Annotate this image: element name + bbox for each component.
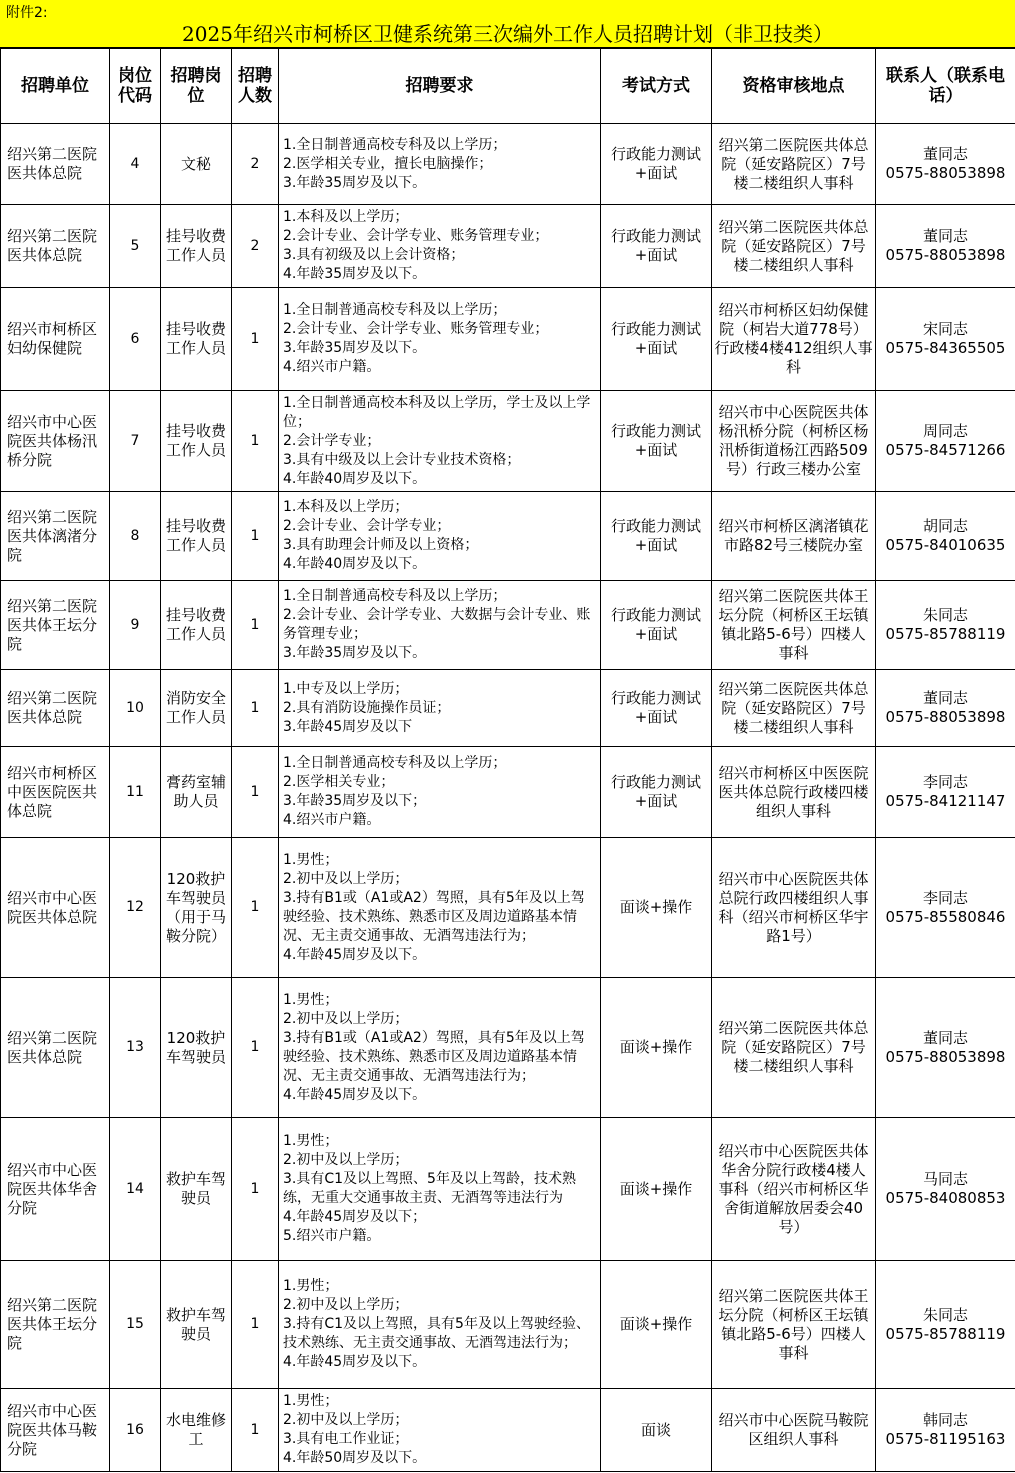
contact-name: 韩同志 [922, 1411, 968, 1429]
cell-requirements [279, 205, 601, 288]
requirement-line: 1.本科及以上学历； [283, 209, 409, 225]
cell-code: 11 [110, 747, 161, 838]
cell-contact [876, 1389, 1015, 1472]
requirement-line: 4.绍兴市户籍。 [283, 359, 381, 375]
table-row [1, 670, 1015, 747]
col-header-requirements: 招聘要求 [279, 49, 601, 124]
requirement-line: 2.具有消防设施操作员证； [283, 699, 451, 716]
cell-post: 消防安全工作人员 [161, 670, 232, 747]
contact-phone: 0575-85788119 [885, 625, 1006, 643]
contact-phone: 0575-85788119 [885, 1324, 1006, 1343]
cell-contact [876, 205, 1015, 288]
cell-place: 绍兴第二医院医共体王坛分院（柯桥区王坛镇镇北路5-6号）四楼人事科 [712, 581, 876, 670]
cell-exam: 行政能力测试+面试 [601, 492, 712, 581]
cell-post: 120救护车驾驶员 [161, 978, 232, 1118]
cell-contact [876, 581, 1015, 670]
cell-contact [876, 391, 1015, 492]
cell-contact [876, 1118, 1015, 1261]
table-row [1, 1118, 1015, 1261]
cell-exam: 行政能力测试+面试 [601, 124, 712, 205]
page-title: 2025年绍兴市柯桥区卫健系统第三次编外工作人员招聘计划（非卫技类） [182, 22, 833, 46]
contact-name: 董同志 [922, 227, 968, 245]
requirement-line: 4.年龄40周岁及以下。 [283, 470, 427, 487]
cell-code: 8 [110, 492, 161, 581]
requirement-line: 1.男性； [283, 1278, 339, 1294]
requirement-line: 3.年龄35周岁及以下。 [283, 645, 427, 661]
table-row [1, 124, 1015, 205]
col-header-exam: 考试方式 [601, 49, 712, 124]
cell-requirements [279, 978, 601, 1118]
cell-exam: 面谈+操作 [601, 1261, 712, 1389]
cell-exam: 面谈+操作 [601, 1118, 712, 1261]
requirement-line: 1.男性； [283, 1393, 339, 1409]
requirement-line: 2.医学相关专业，擅长电脑操作； [283, 155, 493, 172]
cell-count: 1 [232, 838, 279, 978]
col-header-unit: 招聘单位 [1, 49, 110, 124]
requirement-line: 1.全日制普通高校专科及以上学历； [283, 302, 507, 318]
cell-code: 5 [110, 205, 161, 288]
contact-phone: 0575-88053898 [885, 164, 1006, 182]
cell-requirements [279, 124, 601, 205]
cell-code: 12 [110, 838, 161, 978]
cell-count: 1 [232, 581, 279, 670]
col-header-count: 招聘人数 [232, 49, 279, 124]
cell-unit: 绍兴第二医院医共体总院 [1, 978, 110, 1118]
cell-place: 绍兴市中心医院医共体总院行政四楼组织人事科（绍兴市柯桥区华宇路1号） [712, 838, 876, 978]
col-header-post: 招聘岗位 [161, 49, 232, 124]
table-row [1, 288, 1015, 391]
requirement-line: 1.男性； [283, 991, 339, 1008]
cell-place: 绍兴市柯桥区妇幼保健院（柯岩大道778号）行政楼4楼412组织人事科 [712, 288, 876, 391]
cell-place: 绍兴第二医院医共体王坛分院（柯桥区王坛镇镇北路5-6号）四楼人事科 [712, 1261, 876, 1389]
contact-name: 李同志 [922, 773, 968, 791]
requirement-line: 3.具有C1及以上驾照、5年及以上驾龄，技术熟练，无重大交通事故主责、无酒驾等违法行为 [283, 1171, 576, 1206]
cell-post: 水电维修工 [161, 1389, 232, 1472]
cell-code: 15 [110, 1261, 161, 1389]
requirement-line: 3.年龄35周岁及以下。 [283, 340, 427, 356]
cell-post: 膏药室辅助人员 [161, 747, 232, 838]
cell-place: 绍兴市中心医院马鞍院区组织人事科 [712, 1389, 876, 1472]
cell-code: 7 [110, 391, 161, 492]
cell-code: 14 [110, 1118, 161, 1261]
contact-phone: 0575-84010635 [885, 536, 1006, 554]
cell-post: 挂号收费工作人员 [161, 391, 232, 492]
requirement-line: 2.初中及以上学历； [283, 1297, 409, 1313]
contact-phone: 0575-88053898 [885, 1047, 1006, 1066]
requirement-line: 1.全日制普通高校专科及以上学历； [283, 588, 507, 604]
cell-unit: 绍兴第二医院医共体王坛分院 [1, 1261, 110, 1389]
cell-unit: 绍兴第二医院医共体总院 [1, 124, 110, 205]
cell-place: 绍兴市中心医院医共体杨汛桥分院（柯桥区杨汛桥街道杨江西路509号）行政三楼办公室 [712, 391, 876, 492]
cell-count: 1 [232, 1261, 279, 1389]
cell-exam: 行政能力测试+面试 [601, 391, 712, 492]
cell-contact [876, 747, 1015, 838]
cell-requirements [279, 1389, 601, 1472]
contact-name: 朱同志 [922, 606, 968, 624]
cell-place: 绍兴第二医院医共体总院（延安路院区）7号楼二楼组织人事科 [712, 670, 876, 747]
table-row [1, 492, 1015, 581]
contact-name: 马同志 [922, 1170, 968, 1188]
cell-unit: 绍兴第二医院医共体王坛分院 [1, 581, 110, 670]
table-header-row [1, 49, 1015, 124]
contact-name: 朱同志 [922, 1305, 968, 1324]
cell-unit: 绍兴第二医院医共体总院 [1, 670, 110, 747]
recruitment-table [0, 48, 1015, 1472]
requirement-line: 4.绍兴市户籍。 [283, 812, 381, 828]
cell-count: 1 [232, 747, 279, 838]
cell-code: 9 [110, 581, 161, 670]
contact-name: 周同志 [922, 422, 968, 440]
cell-exam: 行政能力测试+面试 [601, 288, 712, 391]
requirement-line: 1.全日制普通高校本科及以上学历，学士及以上学位； [283, 394, 591, 430]
requirement-line: 1.男性； [283, 1133, 339, 1149]
requirement-line: 2.初中及以上学历； [283, 1412, 409, 1428]
cell-exam: 行政能力测试+面试 [601, 747, 712, 838]
cell-post: 文秘 [161, 124, 232, 205]
title-banner [0, 0, 1015, 48]
contact-phone: 0575-85580846 [885, 907, 1006, 926]
cell-code: 6 [110, 288, 161, 391]
cell-place: 绍兴第二医院医共体总院（延安路院区）7号楼二楼组织人事科 [712, 205, 876, 288]
cell-exam: 面谈+操作 [601, 978, 712, 1118]
cell-requirements [279, 838, 601, 978]
cell-exam: 面谈+操作 [601, 838, 712, 978]
requirement-line: 2.会计学专业； [283, 432, 381, 449]
requirement-line: 4.年龄35周岁及以下。 [283, 266, 427, 282]
requirement-line: 4.年龄45周岁及以下。 [283, 946, 427, 963]
table-body [1, 124, 1015, 1472]
cell-count: 2 [232, 205, 279, 288]
contact-phone: 0575-88053898 [885, 246, 1006, 264]
col-header-place: 资格审核地点 [712, 49, 876, 124]
requirement-line: 3.持有C1及以上驾照，具有5年及以上驾驶经验、技术熟练、无主责交通事故、无酒驾违法行为； [283, 1316, 590, 1351]
cell-count: 1 [232, 288, 279, 391]
cell-exam: 行政能力测试+面试 [601, 205, 712, 288]
cell-code: 10 [110, 670, 161, 747]
requirement-line: 1.中专及以上学历； [283, 680, 409, 697]
requirement-line: 4.年龄45周岁及以下。 [283, 1086, 427, 1103]
cell-place: 绍兴第二医院医共体总院（延安路院区）7号楼二楼组织人事科 [712, 978, 876, 1118]
cell-contact [876, 670, 1015, 747]
cell-count: 1 [232, 391, 279, 492]
cell-requirements [279, 1118, 601, 1261]
attachment-label: 附件2: [6, 5, 48, 21]
cell-post: 120救护车驾驶员（用于马鞍分院） [161, 838, 232, 978]
requirement-line: 3.具有初级及以上会计资格； [283, 247, 465, 263]
requirement-line: 3.年龄45周岁及以下 [283, 718, 413, 735]
cell-exam: 行政能力测试+面试 [601, 670, 712, 747]
requirement-line: 4.年龄45周岁及以下。 [283, 1354, 427, 1370]
cell-count: 1 [232, 670, 279, 747]
requirement-line: 2.初中及以上学历； [283, 1010, 409, 1027]
table-row [1, 1261, 1015, 1389]
cell-code: 13 [110, 978, 161, 1118]
cell-requirements [279, 1261, 601, 1389]
cell-count: 1 [232, 978, 279, 1118]
cell-contact [876, 492, 1015, 581]
requirement-line: 3.具有电工作业证； [283, 1431, 409, 1447]
requirement-line: 3.持有B1或（A1或A2）驾照，具有5年及以上驾驶经验、技术熟练、熟悉市区及周边道路基本情况、无主责交通事故、无酒驾违法行为； [283, 889, 585, 944]
cell-post: 救护车驾驶员 [161, 1261, 232, 1389]
cell-unit: 绍兴第二医院医共体总院 [1, 205, 110, 288]
contact-phone: 0575-84571266 [885, 441, 1006, 459]
cell-unit: 绍兴市柯桥区妇幼保健院 [1, 288, 110, 391]
requirement-line: 1.本科及以上学历； [283, 499, 409, 515]
cell-place: 绍兴市柯桥区中医医院医共体总院行政楼四楼组织人事科 [712, 747, 876, 838]
cell-post: 挂号收费工作人员 [161, 492, 232, 581]
table-row [1, 838, 1015, 978]
cell-code: 4 [110, 124, 161, 205]
cell-exam: 行政能力测试+面试 [601, 581, 712, 670]
cell-requirements [279, 670, 601, 747]
cell-requirements [279, 288, 601, 391]
contact-name: 董同志 [922, 1028, 968, 1047]
cell-contact [876, 1261, 1015, 1389]
cell-unit: 绍兴市中心医院医共体总院 [1, 838, 110, 978]
cell-post: 挂号收费工作人员 [161, 581, 232, 670]
contact-phone: 0575-88053898 [885, 708, 1006, 726]
cell-requirements [279, 747, 601, 838]
contact-phone: 0575-84365505 [885, 339, 1006, 357]
table-row [1, 581, 1015, 670]
cell-unit: 绍兴市中心医院医共体马鞍分院 [1, 1389, 110, 1472]
cell-unit: 绍兴市中心医院医共体华舍分院 [1, 1118, 110, 1261]
requirement-line: 1.全日制普通高校专科及以上学历； [283, 755, 507, 771]
cell-code: 16 [110, 1389, 161, 1472]
cell-unit: 绍兴市中心医院医共体杨汛桥分院 [1, 391, 110, 492]
contact-name: 胡同志 [922, 517, 968, 535]
cell-contact [876, 838, 1015, 978]
contact-phone: 0575-81195163 [885, 1430, 1006, 1448]
requirement-line: 4.年龄45周岁及以下； [283, 1209, 427, 1225]
table-row [1, 1389, 1015, 1472]
cell-count: 1 [232, 492, 279, 581]
requirement-line: 2.初中及以上学历； [283, 870, 409, 887]
cell-place: 绍兴第二医院医共体总院（延安路院区）7号楼二楼组织人事科 [712, 124, 876, 205]
table-row [1, 205, 1015, 288]
requirement-line: 3.具有中级及以上会计专业技术资格； [283, 451, 521, 468]
cell-count: 1 [232, 1118, 279, 1261]
requirement-line: 3.持有B1或（A1或A2）驾照，具有5年及以上驾驶经验、技术熟练、熟悉市区及周边道路基本情况、无主责交通事故、无酒驾违法行为； [283, 1029, 585, 1084]
cell-unit: 绍兴市柯桥区中医医院医共体总院 [1, 747, 110, 838]
cell-post: 救护车驾驶员 [161, 1118, 232, 1261]
requirement-line: 2.会计专业、会计学专业； [283, 518, 451, 534]
contact-name: 宋同志 [922, 320, 968, 338]
table-row [1, 747, 1015, 838]
cell-post: 挂号收费工作人员 [161, 205, 232, 288]
cell-unit: 绍兴第二医院医共体漓渚分院 [1, 492, 110, 581]
cell-contact [876, 288, 1015, 391]
requirement-line: 3.具有助理会计师及以上资格； [283, 537, 479, 553]
col-header-code: 岗位代码 [110, 49, 161, 124]
cell-requirements [279, 492, 601, 581]
requirement-line: 1.全日制普通高校专科及以上学历； [283, 136, 507, 153]
contact-name: 董同志 [922, 689, 968, 707]
cell-place: 绍兴市中心医院医共体华舍分院行政楼4楼人事科（绍兴市柯桥区华舍街道解放居委会40号） [712, 1118, 876, 1261]
requirement-line: 2.医学相关专业； [283, 774, 395, 790]
requirement-line: 1.男性； [283, 851, 339, 868]
requirement-line: 2.会计专业、会计学专业、大数据与会计专业、账务管理专业； [283, 607, 591, 642]
requirement-line: 4.年龄50周岁及以下。 [283, 1450, 427, 1466]
cell-requirements [279, 391, 601, 492]
requirement-line: 3.年龄35周岁及以下； [283, 793, 427, 809]
requirement-line: 2.会计专业、会计学专业、账务管理专业； [283, 321, 549, 337]
requirement-line: 2.会计专业、会计学专业、账务管理专业； [283, 228, 549, 244]
contact-name: 董同志 [922, 145, 968, 163]
cell-contact [876, 124, 1015, 205]
requirement-line: 3.年龄35周岁及以下。 [283, 174, 427, 191]
table-row [1, 978, 1015, 1118]
cell-exam: 面谈 [601, 1389, 712, 1472]
cell-requirements [279, 581, 601, 670]
contact-name: 李同志 [922, 888, 968, 907]
cell-place: 绍兴市柯桥区漓渚镇花市路82号三楼院办室 [712, 492, 876, 581]
contact-phone: 0575-84080853 [885, 1189, 1006, 1207]
col-header-contact: 联系人（联系电话） [876, 49, 1015, 124]
contact-phone: 0575-84121147 [885, 792, 1006, 810]
cell-count: 1 [232, 1389, 279, 1472]
requirement-line: 5.绍兴市户籍。 [283, 1228, 381, 1244]
requirement-line: 2.初中及以上学历； [283, 1152, 409, 1168]
cell-contact [876, 978, 1015, 1118]
cell-count: 2 [232, 124, 279, 205]
cell-post: 挂号收费工作人员 [161, 288, 232, 391]
requirement-line: 4.年龄40周岁及以下。 [283, 556, 427, 572]
table-row [1, 391, 1015, 492]
